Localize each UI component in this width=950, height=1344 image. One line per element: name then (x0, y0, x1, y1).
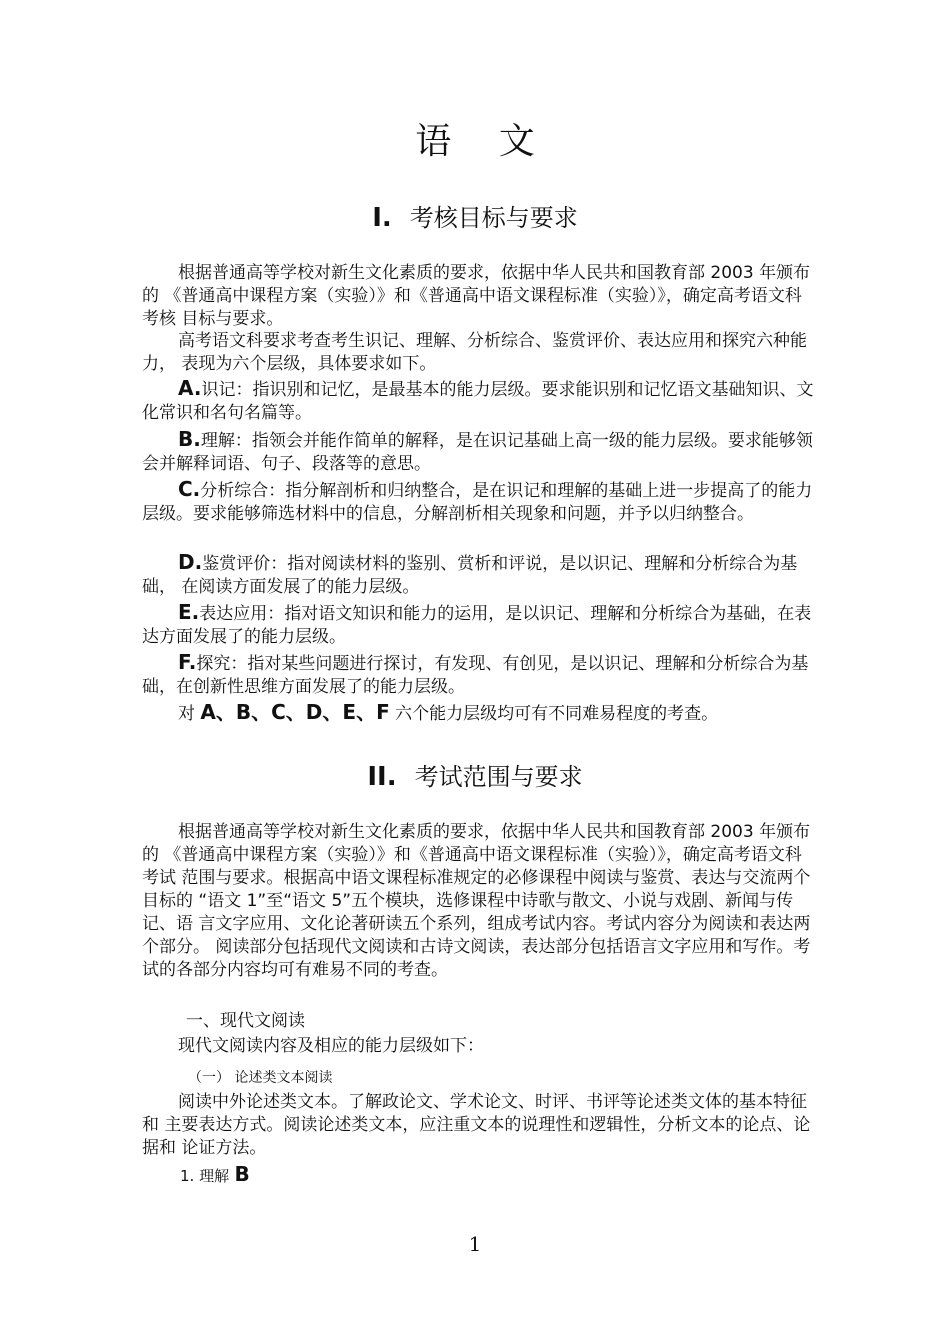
level-d-letter: D. (178, 550, 203, 574)
section-2-title: 考试范围与要求 (414, 763, 583, 791)
level-f-letter: F. (178, 650, 197, 674)
summary-letters: A、B、C、D、E、F (200, 700, 390, 724)
level-c-letter: C. (178, 477, 201, 501)
section-1-heading (0, 202, 950, 234)
section-2-intro: 根据普通高等学校对新生文化素质的要求，依据中华人民共和国教育部 2003 年颁布的 《普通高中课程方案（实验）》和《普通高中语文课程标准（实验）》，确定高考语文科考试 范围与要求。根据高中语文课程标准规定的必修课程中阅读与鉴赏、表达与交流两个目标的 “语文 1”至“语文 5”五个模块，选修课程中诗歌与散文、小说与戏剧、新闻与传记、语 言文字应用、文化论著研读五个系列，组成考试内容。考试内容分为阅读和表达两个部分。 阅读部分包括现代文阅读和古诗文阅读，表达部分包括语言文字应用和写作。考试的各部分内容均可有难易不同的考查。 (142, 822, 811, 980)
level-b-text: 理解：指领会并能作简单的解释，是在识记基础上高一级的能力层级。要求能够领 会并解释词语、句子、段落等的意思。 (142, 431, 813, 474)
section-1-intro: 根据普通高等学校对新生文化素质的要求，依据中华人民共和国教育部 2003 年颁布的 《普通高中课程方案（实验）》和《普通高中语文课程标准（实验）》，确定高考语文科考核 目标与要求。 (142, 263, 811, 329)
level-e (142, 601, 814, 649)
item-1-level: B (234, 1162, 250, 1186)
level-b (142, 428, 814, 476)
page-number: 1 (468, 1232, 482, 1256)
level-f-text: 探究：指对某些问题进行探讨，有发现、有创见，是以识记、理解和分析综合为基 础，在创新性思维方面发展了的能力层级。 (142, 654, 809, 697)
summary-suffix: 六个能力层级均可有不同难易程度的考查。 (395, 704, 719, 724)
section-2-number: II. (367, 762, 397, 792)
level-a-text: 识记：指识别和记忆，是最基本的能力层级。要求能识别和记忆语文基础知识、文 化常识和名句名篇等。 (142, 380, 814, 423)
abilities-intro: 高考语文科要求考查考生识记、理解、分析综合、鉴赏评价、表达应用和探究六种能力， 表现为六个层级，具体要求如下。 (142, 331, 807, 374)
subsection-1-title: （一） 论述类文本阅读 (188, 1070, 333, 1086)
level-e-letter: E. (178, 600, 200, 624)
level-d (142, 551, 814, 599)
level-e-text: 表达应用：指对语文知识和能力的运用，是以识记、理解和分析综合为基础，在表 达方面发展了的能力层级。 (142, 604, 812, 647)
document-title: 语 文 (415, 121, 553, 162)
subsection-1-text: 阅读中外论述类文本。了解政论文、学术论文、时评、书评等论述类文体的基本特征和 主要表达方式。阅读论述类文本，应注重文本的说理性和逻辑性，分析文本的论点、论据和 论证方法。 (142, 1092, 811, 1158)
level-a (142, 377, 814, 425)
item-1 (180, 1163, 250, 1188)
level-c-text: 分析综合：指分解剖析和归纳整合，是在识记和理解的基础上进一步提高了的能力 层级。要求能够筛选材料中的信息，分解剖析相关现象和问题，并予以归纳整合。 (142, 481, 813, 524)
part-1-intro: 现代文阅读内容及相应的能力层级如下： (178, 1036, 484, 1056)
section-2-heading (0, 761, 950, 793)
item-1-label: 1. 理解 (180, 1167, 230, 1185)
level-d-text: 鉴赏评价：指对阅读材料的鉴别、赏析和评说，是以识记、理解和分析综合为基础， 在阅读方面发展了的能力层级。 (142, 554, 798, 597)
level-c (142, 478, 814, 526)
level-f (142, 651, 814, 699)
summary-prefix: 对 (178, 704, 195, 724)
levels-summary (142, 701, 814, 726)
section-1-number: I. (372, 203, 392, 233)
part-1-title: 一、现代文阅读 (186, 1011, 305, 1031)
level-b-letter: B. (178, 427, 201, 451)
level-a-letter: A. (178, 376, 202, 400)
section-1-title: 考核目标与要求 (409, 204, 578, 232)
